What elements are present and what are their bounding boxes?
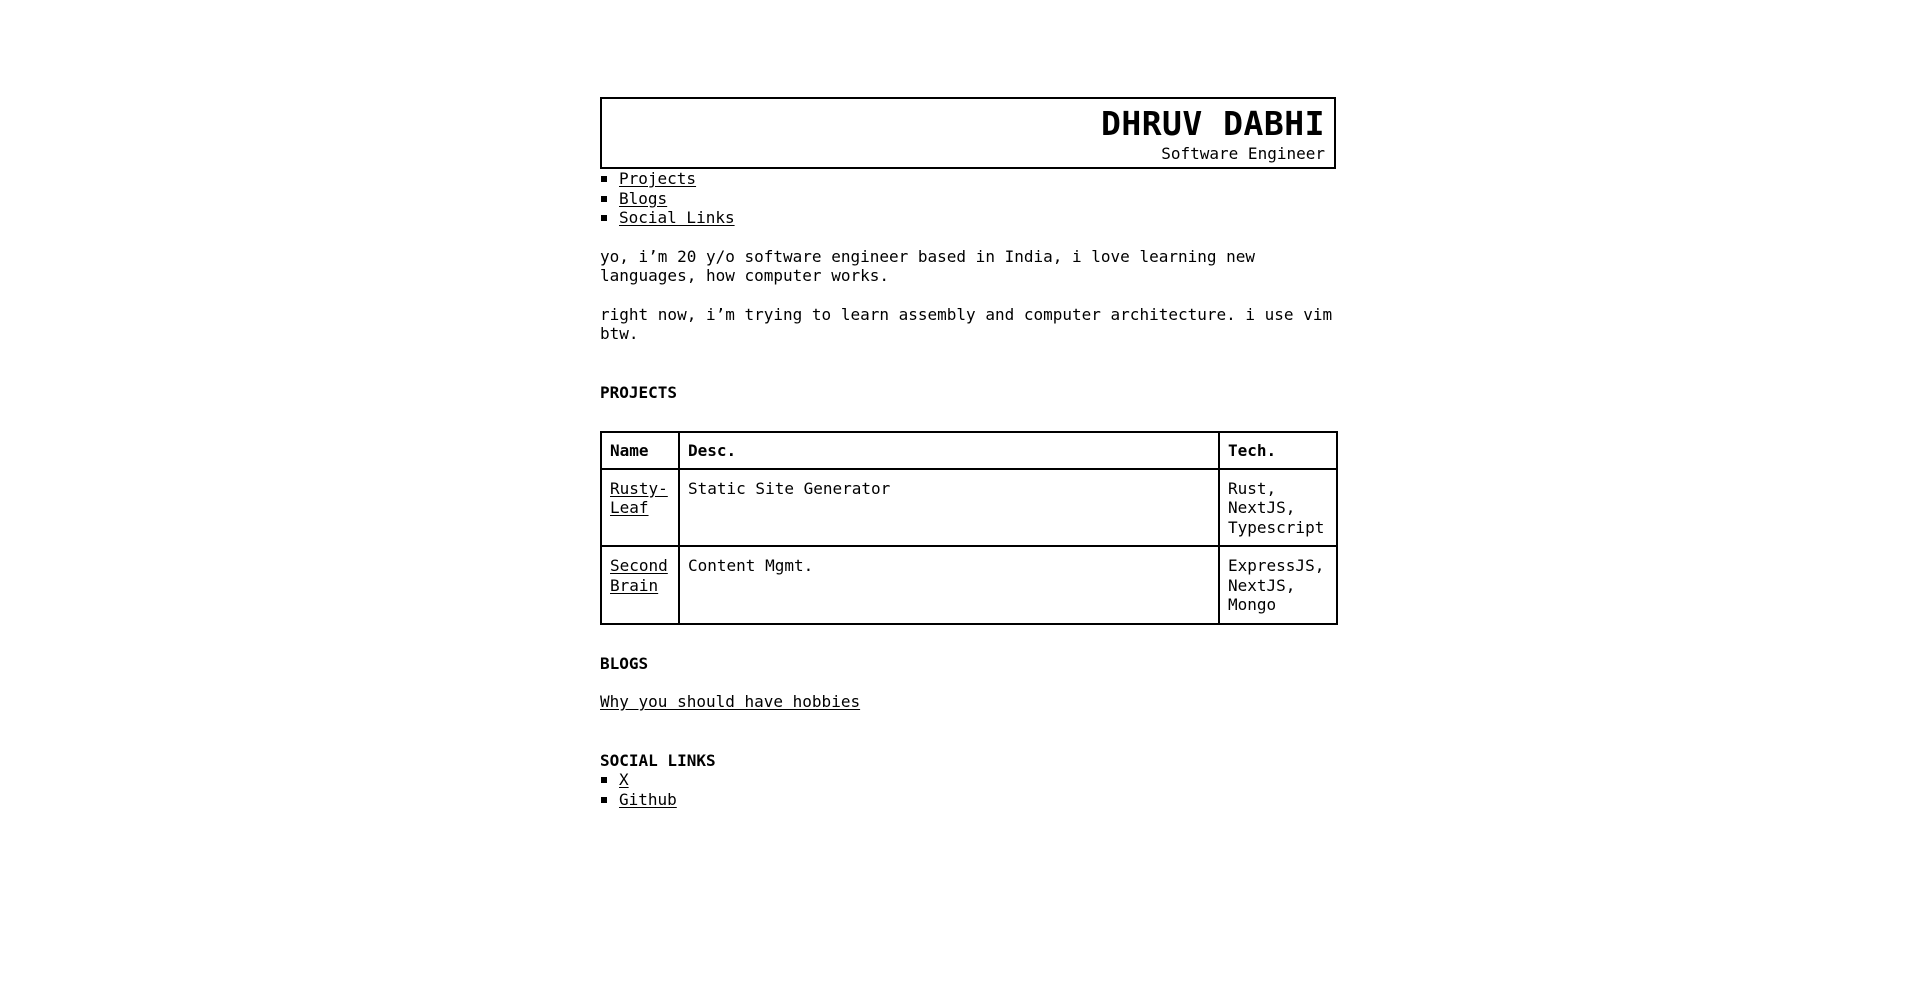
project-name-cell bbox=[601, 546, 679, 624]
column-header-desc: Desc. bbox=[679, 432, 1219, 469]
project-desc-cell: Content Mgmt. bbox=[679, 546, 1219, 624]
table-row bbox=[601, 546, 1337, 624]
project-link-rusty-leaf[interactable]: Rusty-Leaf bbox=[610, 478, 668, 517]
table-header-row bbox=[601, 432, 1337, 469]
social-item-github bbox=[600, 790, 1336, 810]
site-title: DHRUV DABHI bbox=[1100, 104, 1325, 143]
projects-table bbox=[600, 431, 1338, 625]
project-link-second-brain[interactable]: Second Brain bbox=[610, 556, 668, 595]
projects-heading: PROJECTS bbox=[600, 382, 678, 402]
nav-list bbox=[600, 169, 1336, 228]
intro-paragraph-2: right now, i’m trying to learn assembly and computer architecture. i use vim btw. bbox=[600, 304, 1333, 343]
blogs-heading: BLOGS bbox=[600, 653, 649, 673]
nav-item-projects bbox=[600, 169, 1336, 189]
social-link-github[interactable]: Github bbox=[619, 789, 677, 809]
blog-link[interactable]: Why you should have hobbies bbox=[600, 692, 861, 711]
column-header-tech: Tech. bbox=[1219, 432, 1337, 469]
nav-item-blogs bbox=[600, 189, 1336, 209]
page-container bbox=[600, 97, 1336, 809]
nav-link-projects[interactable]: Projects bbox=[619, 169, 697, 188]
project-tech-cell: Rust, NextJS, Typescript bbox=[1219, 469, 1337, 547]
header-box bbox=[600, 97, 1336, 169]
social-link-x[interactable]: X bbox=[619, 770, 629, 789]
site-subtitle: Software Engineer bbox=[1161, 144, 1325, 163]
social-item-x bbox=[600, 770, 1336, 790]
blog-list bbox=[600, 692, 1336, 712]
project-desc-cell: Static Site Generator bbox=[679, 469, 1219, 547]
social-links-list bbox=[600, 770, 1336, 809]
nav-link-blogs[interactable]: Blogs bbox=[619, 188, 668, 208]
project-name-cell bbox=[601, 469, 679, 547]
nav-item-social-links bbox=[600, 208, 1336, 228]
column-header-name: Name bbox=[601, 432, 679, 469]
table-row bbox=[601, 469, 1337, 547]
intro-paragraph: yo, i’m 20 y/o software engineer based in India, i love learning new languages, how computer works. bbox=[600, 246, 1256, 285]
project-tech-cell: ExpressJS, NextJS, Mongo bbox=[1219, 546, 1337, 624]
social-links-heading: SOCIAL LINKS bbox=[600, 750, 716, 770]
nav-link-social-links[interactable]: Social Links bbox=[619, 208, 735, 227]
